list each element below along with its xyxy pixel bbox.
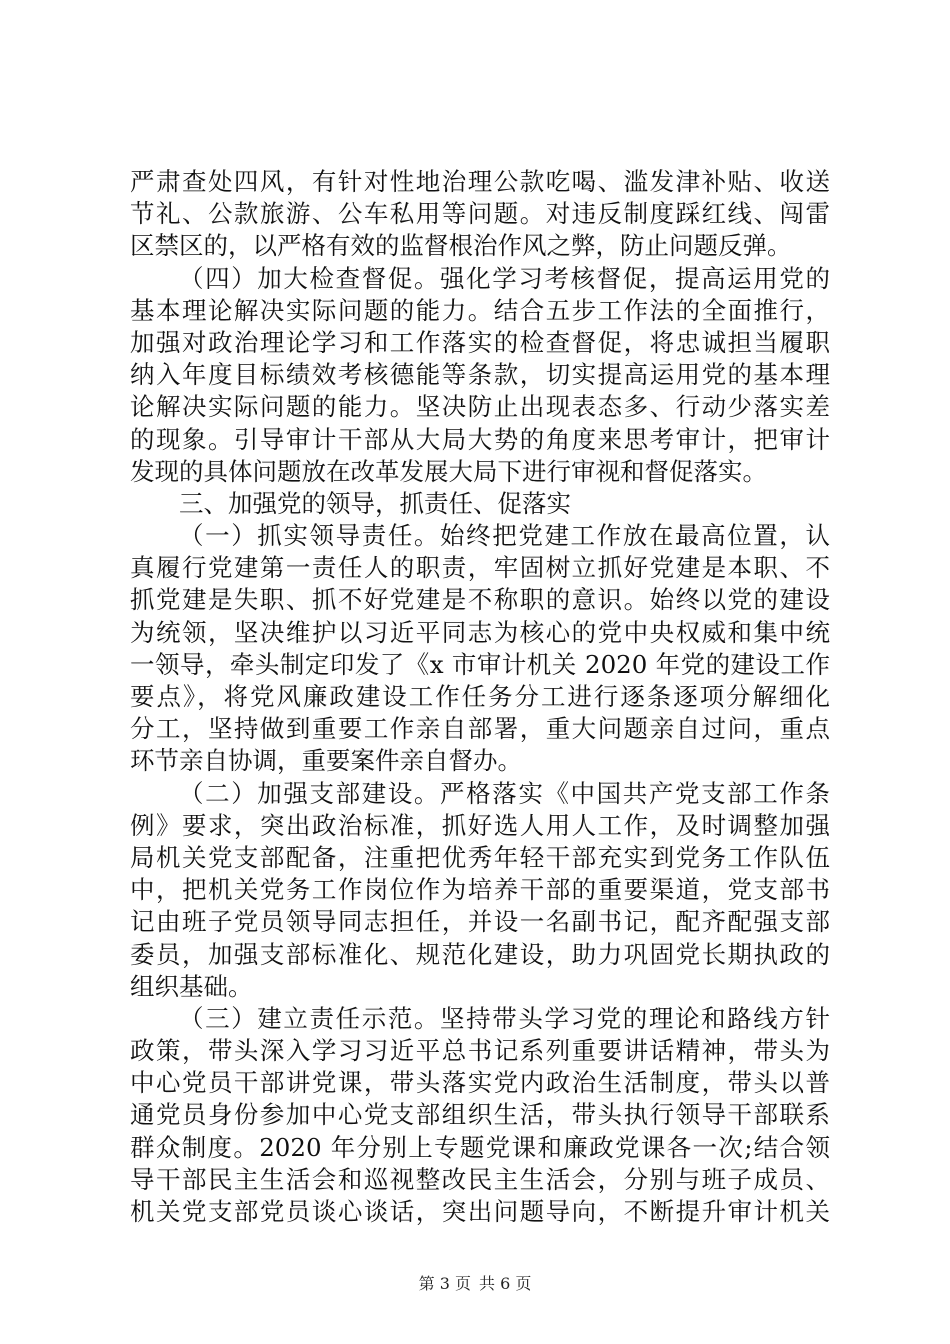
page-number: 第 3 页 bbox=[418, 1274, 471, 1293]
text-line: 基本理论解决实际问题的能力。结合五步工作法的全面推行， bbox=[130, 295, 830, 325]
text-line: 抓党建是失职、抓不好党建是不称职的意识。始终以党的建设 bbox=[130, 585, 830, 615]
text-line: 要点》，将党风廉政建设工作任务分工进行逐条逐项分解细化 bbox=[130, 682, 830, 711]
text-line: 分工，坚持做到重要工作亲自部署，重大问题亲自过问，重点 bbox=[130, 714, 830, 744]
text-line: 导干部民主生活会和巡视整改民主生活会，分别与班子成员、 bbox=[130, 1164, 830, 1194]
text-line: 发现的具体问题放在改革发展大局下进行审视和督促落实。 bbox=[130, 456, 767, 486]
text-line: （二）加强支部建设。严格落实《中国共产党支部工作条 bbox=[179, 778, 830, 808]
text-line: （四）加大检查督促。强化学习考核督促，提高运用党的 bbox=[179, 263, 830, 293]
text-line: 加强对政治理论学习和工作落实的检查督促，将忠诚担当履职 bbox=[130, 327, 830, 357]
text-line: 三、加强党的领导，抓责任、促落实 bbox=[179, 488, 571, 518]
page-total: 共 6 页 bbox=[479, 1274, 532, 1293]
text-line: 局机关党支部配备，注重把优秀年轻干部充实到党务工作队伍 bbox=[130, 842, 830, 872]
text-line: 严肃查处四风，有针对性地治理公款吃喝、滥发津补贴、收送 bbox=[130, 167, 830, 196]
text-line: 真履行党建第一责任人的职责，牢固树立抓好党建是本职、不 bbox=[130, 553, 830, 583]
text-line: 的现象。引导审计干部从大局大势的角度来思考审计，把审计 bbox=[130, 424, 830, 454]
text-line: 一领导，牵头制定印发了《x 市审计机关 2020 年党的建设工作 bbox=[130, 649, 830, 679]
text-line: 区禁区的，以严格有效的监督根治作风之弊，防止问题反弹。 bbox=[130, 231, 792, 261]
text-line: 群众制度。2020 年分别上专题党课和廉政党课各一次;结合领 bbox=[130, 1132, 830, 1162]
text-line: 政策，带头深入学习习近平总书记系列重要讲话精神，带头为 bbox=[130, 1036, 830, 1066]
text-line: （一）抓实领导责任。始终把党建工作放在最高位置，认 bbox=[179, 521, 830, 551]
text-line: 机关党支部党员谈心谈话，突出问题导向，不断提升审计机关 bbox=[130, 1197, 830, 1226]
text-line: 通党员身份参加中心党支部组织生活，带头执行领导干部联系 bbox=[130, 1100, 830, 1130]
text-line: 节礼、公款旅游、公车私用等问题。对违反制度踩红线、闯雷 bbox=[130, 199, 830, 229]
text-line: 环节亲自协调，重要案件亲自督办。 bbox=[130, 746, 522, 776]
text-line: 论解决实际问题的能力。坚决防止出现表态多、行动少落实差 bbox=[130, 392, 830, 422]
document-body bbox=[130, 166, 830, 1228]
text-line: 中，把机关党务工作岗位作为培养干部的重要渠道，党支部书 bbox=[130, 875, 830, 905]
text-line: 纳入年度目标绩效考核德能等条款，切实提高运用党的基本理 bbox=[130, 360, 830, 390]
text-line: 为统领，坚决维护以习近平同志为核心的党中央权威和集中统 bbox=[130, 617, 830, 647]
text-line: 委员，加强支部标准化、规范化建设，助力巩固党长期执政的 bbox=[130, 939, 830, 969]
page-footer bbox=[0, 1274, 950, 1294]
text-line: 例》要求，突出政治标准，抓好选人用人工作，及时调整加强 bbox=[130, 810, 830, 840]
text-line: 中心党员干部讲党课，带头落实党内政治生活制度，带头以普 bbox=[130, 1068, 830, 1098]
text-line: 记由班子党员领导同志担任，并设一名副书记，配齐配强支部 bbox=[130, 907, 830, 937]
text-line: 组织基础。 bbox=[130, 971, 253, 1001]
text-line: （三）建立责任示范。坚持带头学习党的理论和路线方针 bbox=[179, 1003, 830, 1033]
